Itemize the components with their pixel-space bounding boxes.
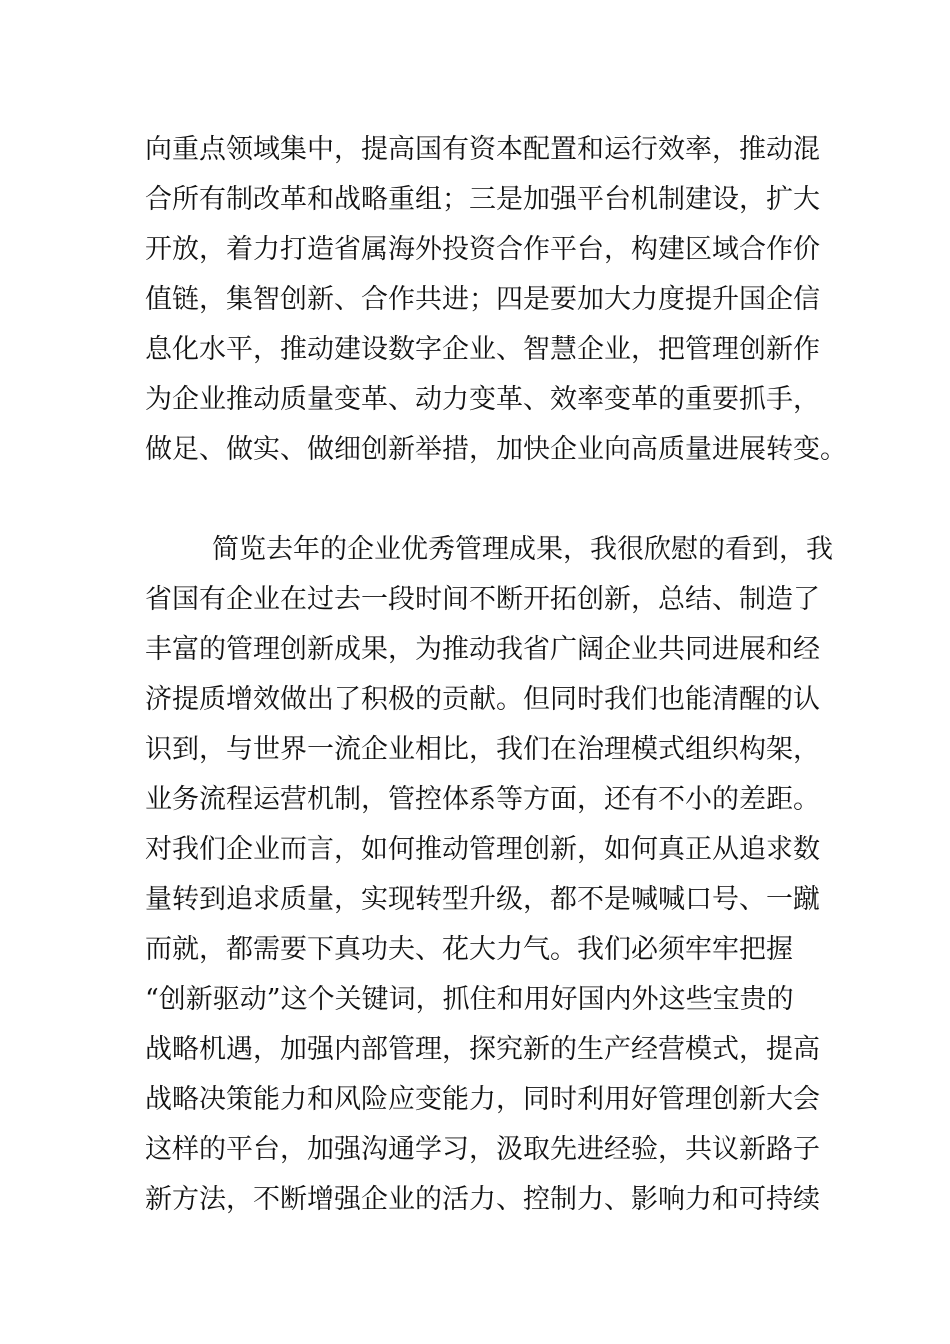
text-line: 战略机遇，加强内部管理，探究新的生产经营模式，提高: [145, 1034, 820, 1065]
text-line: 这样的平台，加强沟通学习，汲取先进经验，共议新路子: [145, 1134, 820, 1165]
text-line: 战略决策能力和风险应变能力，同时利用好管理创新大会: [145, 1084, 820, 1115]
text-line: 为企业推动质量变革、动力变革、效率变革的重要抓手，: [145, 384, 820, 415]
text-line: 开放，着力打造省属海外投资合作平台，构建区域合作价: [145, 234, 820, 265]
text-line: 济提质增效做出了积极的贡献。但同时我们也能清醒的认: [145, 684, 820, 715]
text-line: 业务流程运营机制，管控体系等方面，还有不小的差距。: [145, 784, 820, 815]
text-line: 省国有企业在过去一段时间不断开拓创新，总结、制造了: [145, 584, 820, 615]
text-line: 量转到追求质量，实现转型升级，都不是喊喊口号、一蹴: [145, 884, 820, 915]
text-line: 新方法，不断增强企业的活力、控制力、影响力和可持续: [145, 1184, 820, 1215]
text-line: 合所有制改革和战略重组；三是加强平台机制建设，扩大: [145, 184, 820, 215]
text-line: 做足、做实、做细创新举措，加快企业向高质量进展转变。: [145, 434, 847, 465]
text-line: 对我们企业而言，如何推动管理创新，如何真正从追求数: [145, 834, 820, 865]
text-line: “创新驱动”这个关键词，抓住和用好国内外这些宝贵的: [145, 984, 794, 1015]
text-line: 息化水平，推动建设数字企业、智慧企业，把管理创新作: [145, 334, 820, 365]
text-line: 而就，都需要下真功夫、花大力气。我们必须牢牢把握: [145, 934, 793, 965]
text-line: 丰富的管理创新成果，为推动我省广阔企业共同进展和经: [145, 634, 820, 665]
text-line: 向重点领域集中，提高国有资本配置和运行效率，推动混: [145, 134, 820, 165]
text-line: 简览去年的企业优秀管理成果，我很欣慰的看到，我: [212, 534, 833, 565]
text-line: 值链，集智创新、合作共进；四是要加大力度提升国企信: [145, 284, 820, 315]
text-line: 识到，与世界一流企业相比，我们在治理模式组织构架，: [145, 734, 820, 765]
